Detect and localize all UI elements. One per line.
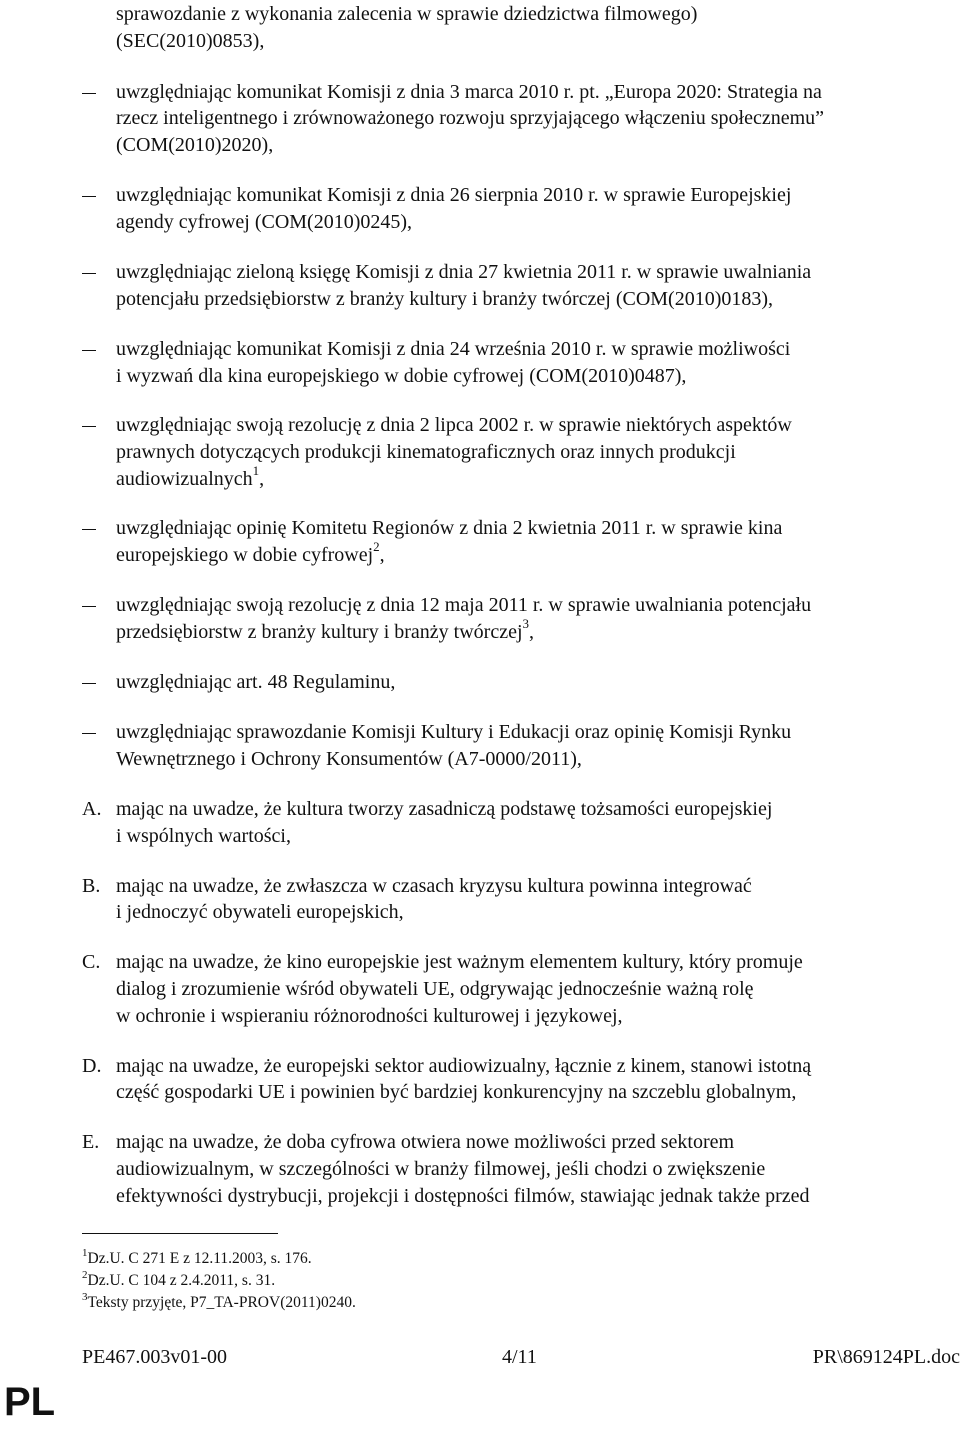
dash-bullet: [82, 733, 96, 734]
recital-line: uwzględniając sprawozdanie Komisji Kultury i Edukacji oraz opinię Komisji Rynku: [116, 721, 792, 743]
footer-page-number: 4/11: [502, 1346, 537, 1368]
recital-line: uwzględniając art. 48 Regulaminu,: [116, 671, 396, 693]
footer-doc-ref: PE467.003v01-00: [82, 1346, 227, 1368]
recital-line: uwzględniając komunikat Komisji z dnia 3 marca 2010 r. pt. „Europa 2020: Strategia na: [116, 81, 822, 103]
consideration-line: mając na uwadze, że kultura tworzy zasadniczą podstawę tożsamości europejskiej: [116, 798, 773, 820]
footnote: $^1$Dz.U. C 271 E z 12.11.2003, s. 176.: [82, 1246, 312, 1267]
consideration-line: mając na uwadze, że kino europejskie jest ważnym elementem kultury, który promuje: [116, 951, 803, 973]
dash-bullet: [82, 350, 96, 351]
consideration-line: dialog i zrozumienie wśród obywateli UE, odgrywając jednocześnie ważną rolę: [116, 978, 754, 1000]
footnote-separator: [82, 1233, 278, 1234]
dash-bullet: [82, 426, 96, 427]
consideration-letter: D.: [82, 1055, 102, 1077]
paragraph-line: sprawozdanie z wykonania zalecenia w sprawie dziedzictwa filmowego): [116, 3, 698, 25]
consideration-line: w ochronie i wspieraniu różnorodności kulturowej i językowej,: [116, 1005, 623, 1027]
footnote-ref: 2: [373, 539, 380, 555]
dash-bullet: [82, 273, 96, 274]
dash-bullet: [82, 606, 96, 607]
recital-line: europejskiego w dobie cyfrowej$^2$,: [116, 539, 385, 566]
consideration-letter: E.: [82, 1131, 100, 1153]
footnote-ref: 3: [522, 616, 530, 632]
footnote: $^3$Teksty przyjęte, P7_TA-PROV(2011)0240.: [82, 1290, 356, 1311]
consideration-line: część gospodarki UE i powinien być bardziej konkurencyjny na szczeblu globalnym,: [116, 1081, 797, 1103]
footer-file-name: PR\869124PL.doc: [812, 1346, 960, 1368]
recital-line: Wewnętrznego i Ochrony Konsumentów (A7-0000/2011),: [116, 748, 582, 770]
recital-line: uwzględniając opinię Komitetu Regionów z dnia 2 kwietnia 2011 r. w sprawie kina: [116, 517, 783, 539]
paragraph-line: (SEC(2010)0853),: [116, 30, 265, 52]
consideration-line: mając na uwadze, że europejski sektor audiowizualny, łącznie z kinem, stanowi istotną: [116, 1055, 812, 1077]
recital-line: uwzględniając komunikat Komisji z dnia 24 września 2010 r. w sprawie możliwości: [116, 338, 791, 360]
recital-line: przedsiębiorstw z branży kultury i branży twórczej$^3$,: [116, 616, 535, 643]
consideration-letter: B.: [82, 875, 101, 897]
recital-line: i wyzwań dla kina europejskiego w dobie cyfrowej (COM(2010)0487),: [116, 365, 687, 387]
consideration-line: mając na uwadze, że zwłaszcza w czasach kryzysu kultura powinna integrować: [116, 875, 752, 897]
recital-line: rzecz inteligentnego i zrównoważonego rozwoju sprzyjającego włączeniu społecznemu”: [116, 107, 825, 129]
recital-line: uwzględniając swoją rezolucję z dnia 12 maja 2011 r. w sprawie uwalniania potencjału: [116, 594, 812, 616]
recital-line: uwzględniając komunikat Komisji z dnia 26 sierpnia 2010 r. w sprawie Europejskiej: [116, 184, 792, 206]
recital-line: (COM(2010)2020),: [116, 134, 274, 156]
dash-bullet: [82, 683, 96, 684]
consideration-line: i jednoczyć obywateli europejskich,: [116, 901, 404, 923]
recital-line: agendy cyfrowej (COM(2010)0245),: [116, 211, 413, 233]
footnote-ref: 1: [252, 463, 260, 479]
consideration-letter: A.: [82, 798, 102, 820]
dash-bullet: [82, 196, 96, 197]
dash-bullet: [82, 529, 96, 530]
footnote: $^2$Dz.U. C 104 z 2.4.2011, s. 31.: [82, 1268, 276, 1289]
recital-line: potencjału przedsiębiorstw z branży kultury i branży twórczej (COM(2010)0183),: [116, 288, 774, 310]
dash-bullet: [82, 93, 96, 94]
recital-line: uwzględniając zieloną księgę Komisji z dnia 27 kwietnia 2011 r. w sprawie uwalniania: [116, 261, 812, 283]
recital-line: prawnych dotyczących produkcji kinematograficznych oraz innych produkcji: [116, 441, 736, 463]
consideration-line: efektywności dystrybucji, projekcji i dostępności filmów, stawiając jednak także przed: [116, 1185, 810, 1207]
recital-line: uwzględniając swoją rezolucję z dnia 2 lipca 2002 r. w sprawie niektórych aspektów: [116, 414, 792, 436]
consideration-line: audiowizualnym, w szczególności w branży filmowej, jeśli chodzi o zwiększenie: [116, 1158, 766, 1180]
consideration-line: mając na uwadze, że doba cyfrowa otwiera nowe możliwości przed sektorem: [116, 1131, 735, 1153]
recital-line: audiowizualnych$^1$,: [116, 463, 265, 490]
consideration-letter: C.: [82, 951, 101, 973]
consideration-line: i wspólnych wartości,: [116, 825, 291, 847]
language-code: PL: [4, 1380, 56, 1424]
